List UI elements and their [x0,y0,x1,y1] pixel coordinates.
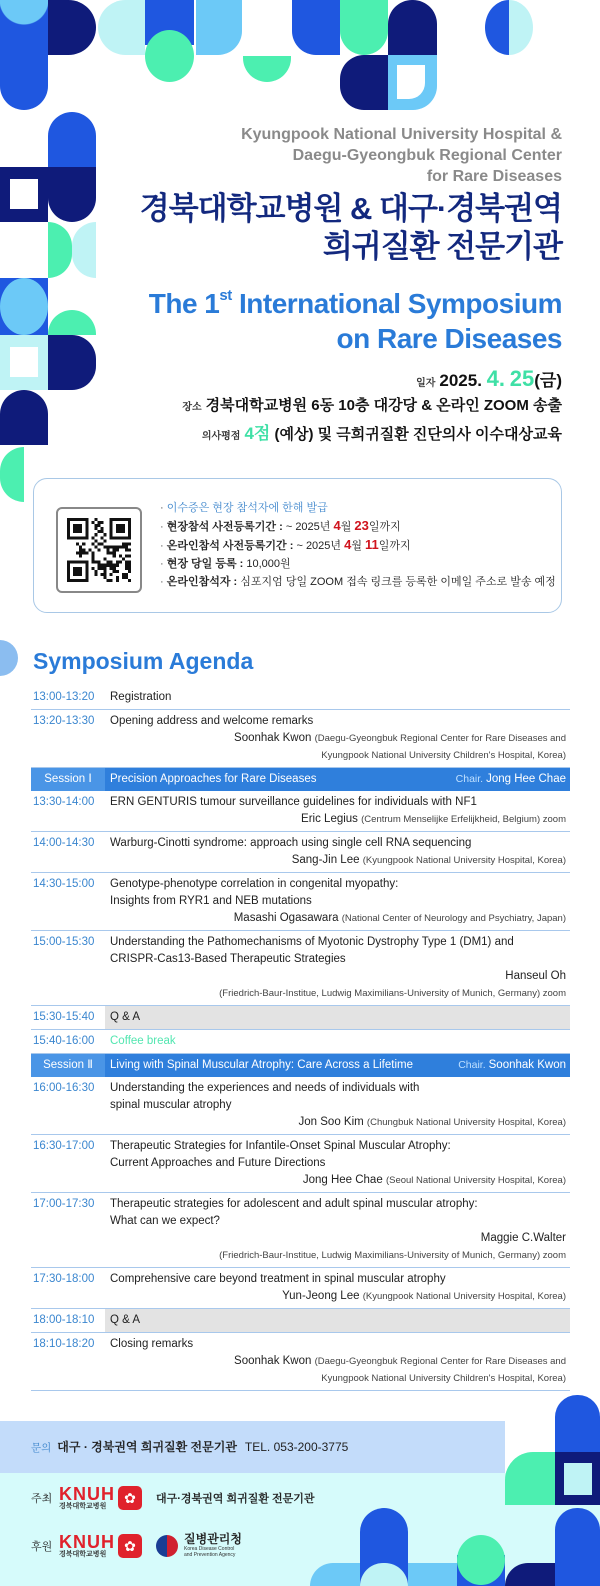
talk-title: Registration [110,691,172,703]
speaker-affiliation: (Daegu-Gyeongbuk Regional Center for Rare Diseases and [314,733,566,744]
session-title: Precision Approaches for Rare Diseases [110,773,317,785]
speaker-line [110,910,566,927]
talk-title: Closing remarks [110,1338,194,1350]
session-title: Living with Spinal Muscular Atrophy: Care Across a Lifetime [110,1059,413,1071]
speaker-line [110,1370,566,1387]
agenda-content [105,873,570,930]
place-value: 경북대학교병원 6동 10층 대강당 & 온라인 ZOOM 송출 [205,397,562,414]
date-weekday: (금) [534,371,562,390]
agenda-row [31,1333,570,1391]
points-detail: (예상) 및 극희귀질환 진단의사 이수대상교육 [274,426,562,443]
agenda-content [105,832,570,872]
kdca-korean: 질병관리청 [184,1532,242,1546]
agenda-row [31,931,570,1006]
knuh-logo-korean: 경북대학교병원 [59,1503,107,1510]
speaker-affiliation: Kyungpook National University Children's Hospital, Korea) [321,750,566,761]
talk-title: Understanding the experiences and needs of individuals with [110,1082,420,1094]
agenda-time: 13:30-14:00 [33,796,95,808]
host-org: 대구·경북권역 희귀질환 전문기관 [156,1492,315,1505]
decorative-circle [0,640,18,676]
agenda-time: 15:40-16:00 [33,1035,95,1047]
event-place [182,394,562,415]
agenda-content [105,1333,570,1390]
taegeuk-icon [156,1535,178,1557]
qr-code[interactable] [56,507,142,593]
speaker-name: Eric Legius [301,813,358,825]
info-item [160,555,556,573]
speaker-line [110,730,566,747]
talk-title: Opening address and welcome remarks [110,715,314,727]
agenda-time: 15:00-15:30 [33,936,95,948]
points-label: 의사평점 [201,431,241,442]
organizer-english [241,124,562,187]
session-label: Session Ⅱ [31,1054,105,1077]
host-row [31,1485,315,1510]
speaker-line [110,811,566,828]
speaker-line [110,852,566,869]
info-label: 온라인참석자 : [166,576,238,588]
talk-title: Current Approaches and Future Directions [110,1157,326,1169]
agenda-content [105,686,570,709]
knuh-logo [59,1533,142,1558]
speaker-line [110,968,566,985]
organizer-line: Daegu-Gyeongbuk Regional Center [292,147,562,164]
talk-title: Coffee break [110,1035,176,1047]
speaker-affiliation: (Centrum Menselijke Erfelijkheid, Belgium) zoom [361,814,566,825]
info-item [160,536,556,555]
talk-title: CRISPR-Cas13-Based Therapeutic Strategies [110,953,346,965]
agenda-content [105,1030,570,1053]
agenda-content [105,931,570,1005]
speaker-affiliation: (Seoul National University Hospital, Korea) [385,1175,566,1186]
info-text: ~ 2025년 [282,521,334,533]
contact-org: 대구 · 경북권역 희귀질환 전문기관 [57,1440,237,1454]
info-text: 월 [351,540,366,552]
event-points [202,419,562,444]
speaker-name: Hanseul Oh [505,970,566,982]
date-year: 2025. [439,371,482,390]
talk-title: spinal muscular atrophy [110,1099,232,1111]
info-text: 일까지 [368,521,401,533]
korean-title [140,190,562,266]
knuh-logo [59,1485,142,1510]
agenda-time: 17:00-17:30 [33,1198,95,1210]
speaker-name: Jon Soo Kim [298,1116,364,1128]
agenda-content [105,1309,570,1332]
kdca-english: Korea Disease Control and Prevention Agency [184,1546,236,1558]
agenda-content [105,1135,570,1192]
talk-title: Therapeutic strategies for adolescent and adult spinal muscular atrophy: [110,1198,478,1210]
agenda-table [31,686,570,1391]
agenda-row [31,1135,570,1193]
speaker-affiliation: (Kyungpook National University Hospital, Korea) [362,1291,566,1302]
talk-title: Comprehensive care beyond treatment in spinal muscular atrophy [110,1273,446,1285]
talk-title: What can we expect? [110,1215,220,1227]
hospital-emblem-icon: ✿ [118,1534,142,1558]
agenda-row [31,873,570,931]
info-text: 이수증은 현장 참석자에 한해 발급 [166,502,328,514]
speaker-line [110,985,566,1002]
talk-title: Understanding the Pathomechanisms of Myotonic Dystrophy Type 1 (DM1) and [110,936,514,948]
chair-label: Chair. [455,773,484,785]
speaker-line [110,1114,566,1131]
agenda-title: Symposium Agenda [33,648,254,674]
place-label: 장소 [182,402,202,413]
agenda-content [105,791,570,831]
speaker-affiliation: (Friedrich-Baur-Institue, Ludwig Maximilians-University of Munich, Germany) zoom [219,1250,566,1261]
agenda-time: 14:30-15:00 [33,878,95,890]
agenda-row [31,1077,570,1135]
agenda-time: 16:30-17:00 [33,1140,95,1152]
chair-name: Soonhak Kwon [488,1059,566,1071]
points-value: 4점 [244,424,271,443]
title-text: International Symposium [231,288,562,319]
speaker-line [110,1230,566,1247]
date-label: 일자 [416,378,436,389]
agenda-content [105,1077,570,1134]
date-month: 4. [486,366,506,391]
speaker-affiliation: (Chungbuk National University Hospital, Korea) [366,1117,566,1128]
agenda-content [105,1193,570,1267]
agenda-row [31,686,570,710]
contact-label: 문의 [31,1442,52,1454]
speaker-name: Yun-Jeong Lee [282,1290,360,1302]
agenda-row [31,1309,570,1333]
registration-info-box [33,478,562,613]
session-chair [456,768,570,791]
agenda-row [31,1006,570,1030]
agenda-time: 17:30-18:00 [33,1273,95,1285]
info-text: 심포지엄 당일 ZOOM 접속 링크를 등록한 이메일 주소로 발송 예정 [237,576,556,588]
kdca-logo [156,1533,244,1558]
speaker-name: Masashi Ogasawara [233,912,339,924]
talk-title: Therapeutic Strategies for Infantile-Onset Spinal Muscular Atrophy: [110,1140,451,1152]
korean-title-line: 희귀질환 전문기관 [322,229,562,264]
info-day: 11 [365,537,379,552]
knuh-logo-text: KNUH [59,1484,115,1504]
info-month: 4 [344,537,352,552]
knuh-logo-text: KNUH [59,1532,115,1552]
session-chair [458,1054,570,1077]
agenda-row [31,1193,570,1268]
talk-title: Insights from RYR1 and NEB mutations [110,895,312,907]
korean-title-line: 경북대학교병원 & 대구·경북권역 [139,191,562,226]
agenda-time: 15:30-15:40 [33,1011,95,1023]
info-label: 현장참석 사전등록기간 : [166,521,283,533]
talk-title: Genotype-phenotype correlation in congenital myopathy: [110,878,399,890]
speaker-line [110,1288,566,1305]
info-text: 일까지 [378,540,411,552]
talk-title: ERN GENTURIS tumour surveillance guidelines for individuals with NF1 [110,796,477,808]
agenda-row [31,1268,570,1309]
info-label: 현장 당일 등록 : [166,558,244,570]
agenda-row [31,832,570,873]
hospital-emblem-icon: ✿ [118,1486,142,1510]
knuh-logo-korean: 경북대학교병원 [59,1551,107,1558]
talk-title: Warburg-Cinotti syndrome: approach using single cell RNA sequencing [110,837,472,849]
contact-bar [0,1421,505,1473]
talk-title: Q & A [110,1314,141,1326]
title-ordinal: st [219,287,232,304]
speaker-name: Soonhak Kwon [234,1355,312,1367]
info-label: 온라인참석 사전등록기간 : [166,540,294,552]
agenda-time: 13:00-13:20 [33,691,95,703]
agenda-time: 16:00-16:30 [33,1082,95,1094]
speaker-affiliation: (National Center of Neurology and Psychiatry, Japan) [341,913,566,924]
registration-info-list [160,499,556,591]
agenda-content [105,710,570,767]
session-label: Session Ⅰ [31,768,105,791]
date-day: 25 [509,366,535,391]
speaker-affiliation: (Friedrich-Baur-Institue, Ludwig Maximilians-University of Munich, Germany) zoom [219,988,566,999]
organizer-line: for Rare Diseases [426,168,562,185]
speaker-name: Sang-Jin Lee [291,854,360,866]
agenda-row [31,710,570,768]
info-month: 4 [333,518,341,533]
title-text: The 1 [148,288,220,319]
speaker-line [110,1353,566,1370]
info-day: 23 [354,518,369,533]
speaker-line [110,1247,566,1264]
symposium-title [149,278,562,356]
agenda-time: 18:00-18:10 [33,1314,95,1326]
title-line2: on Rare Diseases [336,323,562,354]
agenda-time: 13:20-13:30 [33,715,95,727]
speaker-affiliation: (Kyungpook National University Hospital, Korea) [362,855,566,866]
chair-name: Jong Hee Chae [486,773,566,785]
agenda-content [105,1268,570,1308]
info-text: 월 [340,521,355,533]
session-header [31,768,570,791]
speaker-name: Soonhak Kwon [234,732,312,744]
organizer-line: Kyungpook National University Hospital & [241,126,562,143]
session-header [31,1054,570,1077]
speaker-line [110,747,566,764]
contact-phone[interactable]: TEL. 053-200-3775 [244,1440,349,1454]
speaker-name: Jong Hee Chae [302,1174,383,1186]
agenda-content [105,1006,570,1029]
info-text: ~ 2025년 [293,540,345,552]
speaker-affiliation: Kyungpook National University Children's Hospital, Korea) [321,1373,566,1384]
speaker-name: Maggie C.Walter [480,1232,566,1244]
agenda-time: 18:10-18:20 [33,1338,95,1350]
talk-title: Q & A [110,1011,141,1023]
support-label: 후원 [31,1540,53,1553]
event-date [416,366,562,392]
speaker-affiliation: (Daegu-Gyeongbuk Regional Center for Rare Diseases and [314,1356,566,1367]
info-text: 10,000원 [243,558,291,570]
agenda-time: 14:00-14:30 [33,837,95,849]
agenda-row [31,1030,570,1054]
agenda-row [31,791,570,832]
support-row [31,1533,244,1558]
info-item [160,573,556,591]
info-item [160,517,556,536]
chair-label: Chair. [458,1059,486,1071]
speaker-line [110,1172,566,1189]
info-item [160,499,556,517]
host-label: 주최 [31,1492,53,1505]
